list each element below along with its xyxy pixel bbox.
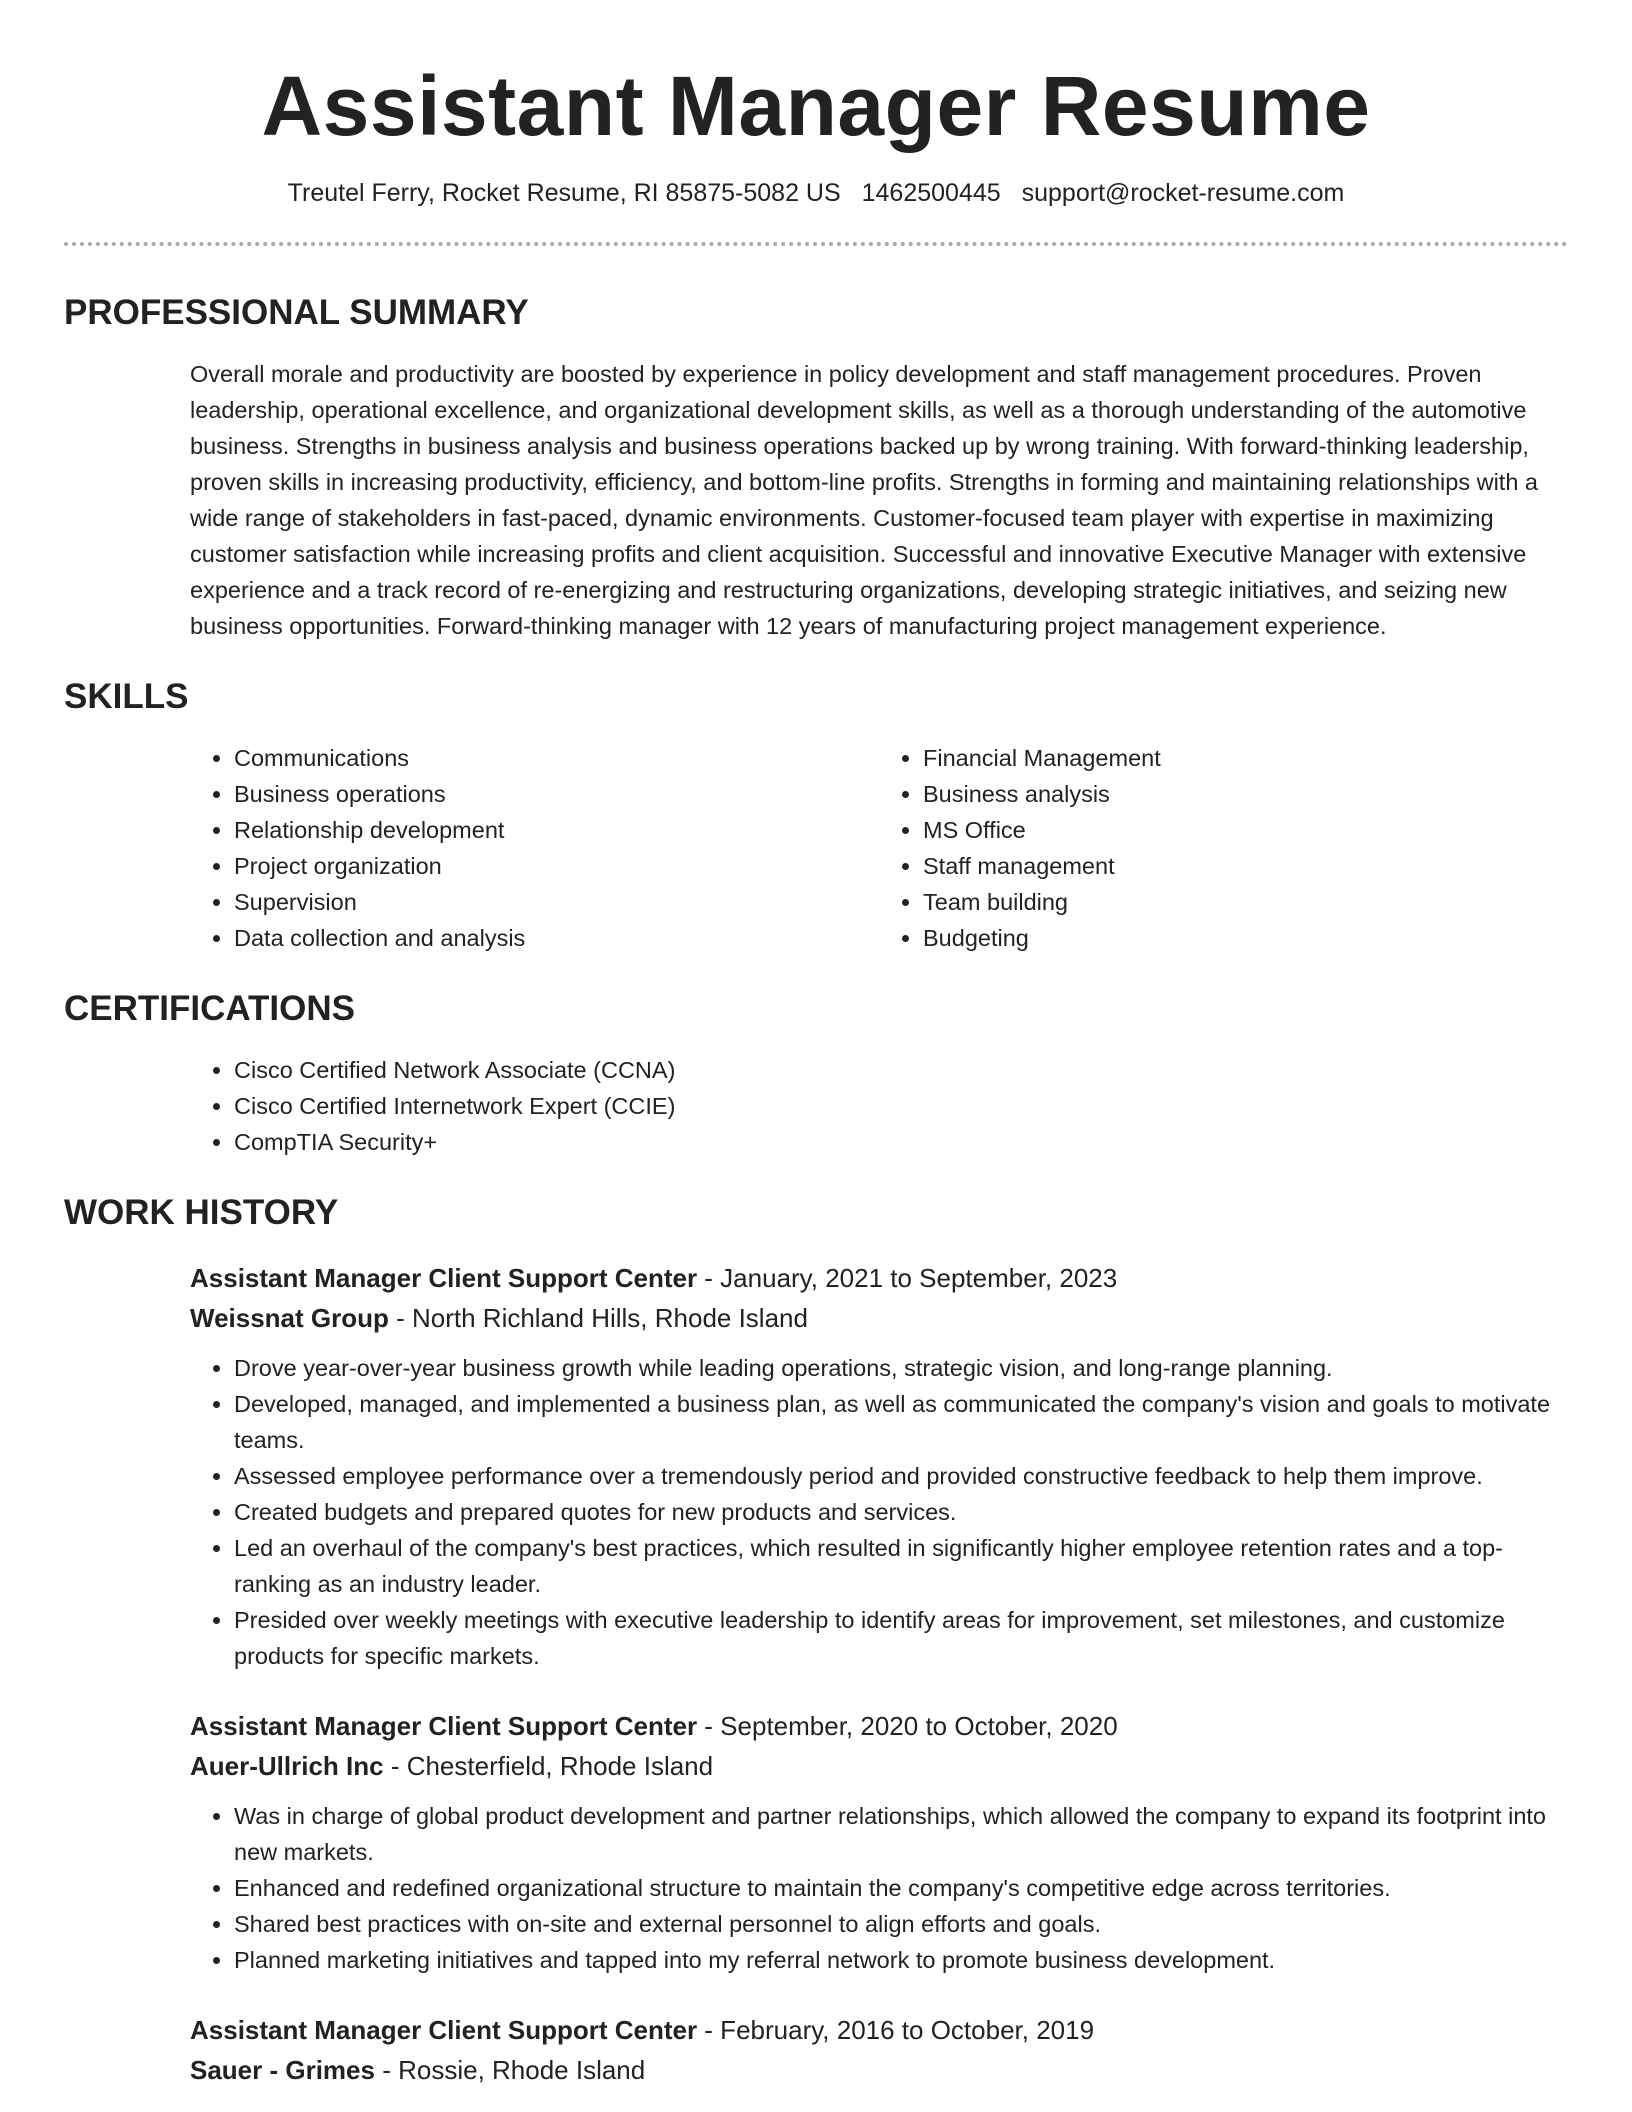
job-bullets — [190, 1350, 1568, 1674]
job-entry — [190, 1258, 1568, 1674]
job-company: Auer-Ullrich Inc — [190, 1751, 384, 1781]
job-location: - Chesterfield, Rhode Island — [383, 1751, 714, 1781]
job-bullet: • Developed, managed, and implemented a business plan, as well as communicated the company's vision and goals to motivate teams. — [234, 1386, 1568, 1458]
job-company: Weissnat Group — [190, 1303, 389, 1333]
job-bullet: • Presided over weekly meetings with executive leadership to identify areas for improvement, set milestones, and customize products for specific markets. — [234, 1602, 1568, 1674]
job-company-line — [190, 1298, 1568, 1338]
work-history-heading: WORK HISTORY — [64, 1193, 339, 1232]
skill-item: • Business operations — [234, 776, 879, 812]
skill-item: • Business analysis — [923, 776, 1568, 812]
skill-item: • Project organization — [234, 848, 879, 884]
job-entry — [190, 2010, 1568, 2090]
skills-list — [190, 740, 1568, 956]
job-company-line — [190, 2050, 1568, 2090]
job-role: Assistant Manager Client Support Center — [190, 1263, 698, 1293]
summary-heading: PROFESSIONAL SUMMARY — [64, 293, 529, 332]
job-location: - Rossie, Rhode Island — [374, 2055, 646, 2085]
job-location: - North Richland Hills, Rhode Island — [388, 1303, 808, 1333]
job-bullet: • Assessed employee performance over a tremendously period and provided constructive feedback to help them improve. — [234, 1458, 1568, 1494]
job-dates: - February, 2016 to October, 2019 — [697, 2015, 1095, 2045]
job-bullet: • Was in charge of global product development and partner relationships, which allowed the company to expand its footprint into new markets. — [234, 1798, 1568, 1870]
contact-address: Treutel Ferry, Rocket Resume, RI 85875-5082 US — [287, 179, 841, 207]
contact-phone: 1462500445 — [861, 179, 1001, 207]
skills-column-right — [879, 740, 1568, 956]
contact-email: support@rocket-resume.com — [1021, 179, 1345, 207]
certification-item: • Cisco Certified Network Associate (CCNA) — [234, 1052, 1568, 1088]
resume-title: Assistant Manager Resume — [261, 59, 1371, 153]
skill-item: • Supervision — [234, 884, 879, 920]
skill-item: • Communications — [234, 740, 879, 776]
work-history-list — [190, 1258, 1568, 2090]
job-bullet: • Created budgets and prepared quotes for new products and services. — [234, 1494, 1568, 1530]
job-role-line — [190, 1258, 1568, 1298]
header-divider — [64, 242, 1568, 246]
skills-heading: SKILLS — [64, 677, 189, 716]
job-company: Sauer - Grimes — [190, 2055, 375, 2085]
job-bullets — [190, 1798, 1568, 1978]
skill-item: • Team building — [923, 884, 1568, 920]
certifications-list — [190, 1052, 1568, 1160]
job-bullet: • Enhanced and redefined organizational structure to maintain the company's competitive edge across territories. — [234, 1870, 1568, 1906]
certification-item: • CompTIA Security+ — [234, 1124, 1568, 1160]
job-entry — [190, 1706, 1568, 1978]
job-role-line — [190, 2010, 1568, 2050]
summary-text: Overall morale and productivity are boosted by experience in policy development and staff management procedures. Proven leadership, operational excellence, and organizational development skills, as well as a thorough understanding of the automotive business. Strengths in business analysis and business operations backed up by wrong training. With forward-thinking leadership, proven skills in increasing productivity, efficiency, and bottom-line profits. Strengths in forming and maintaining relationships with a wide range of stakeholders in fast-paced, dynamic environments. Customer-focused team player with expertise in maximizing customer satisfaction while increasing profits and client acquisition. Successful and innovative Executive Manager with extensive experience and a track record of re-energizing and restructuring organizations, developing strategic initiatives, and seizing new business opportunities. Forward-thinking manager with 12 years of manufacturing project management experience. — [190, 361, 1539, 639]
job-bullet: • Shared best practices with on-site and external personnel to align efforts and goals. — [234, 1906, 1568, 1942]
skills-column-left — [190, 740, 879, 956]
skill-item: • Relationship development — [234, 812, 879, 848]
job-role: Assistant Manager Client Support Center — [190, 1711, 698, 1741]
job-role: Assistant Manager Client Support Center — [190, 2015, 698, 2045]
job-bullet: • Drove year-over-year business growth while leading operations, strategic vision, and long-range planning. — [234, 1350, 1568, 1386]
job-bullet: • Planned marketing initiatives and tapped into my referral network to promote business development. — [234, 1942, 1568, 1978]
certifications-heading: CERTIFICATIONS — [64, 989, 356, 1028]
job-role-line — [190, 1706, 1568, 1746]
job-dates: - September, 2020 to October, 2020 — [697, 1711, 1118, 1741]
skill-item: • Financial Management — [923, 740, 1568, 776]
skill-item: • Budgeting — [923, 920, 1568, 956]
job-bullet: • Led an overhaul of the company's best practices, which resulted in significantly higher employee retention rates and a top-ranking as an industry leader. — [234, 1530, 1568, 1602]
certification-item: • Cisco Certified Internetwork Expert (CCIE) — [234, 1088, 1568, 1124]
job-dates: - January, 2021 to September, 2023 — [697, 1263, 1118, 1293]
skill-item: • Data collection and analysis — [234, 920, 879, 956]
contact-line — [64, 176, 1568, 210]
job-company-line — [190, 1746, 1568, 1786]
skill-item: • MS Office — [923, 812, 1568, 848]
skill-item: • Staff management — [923, 848, 1568, 884]
resume-page — [64, 0, 1568, 2090]
